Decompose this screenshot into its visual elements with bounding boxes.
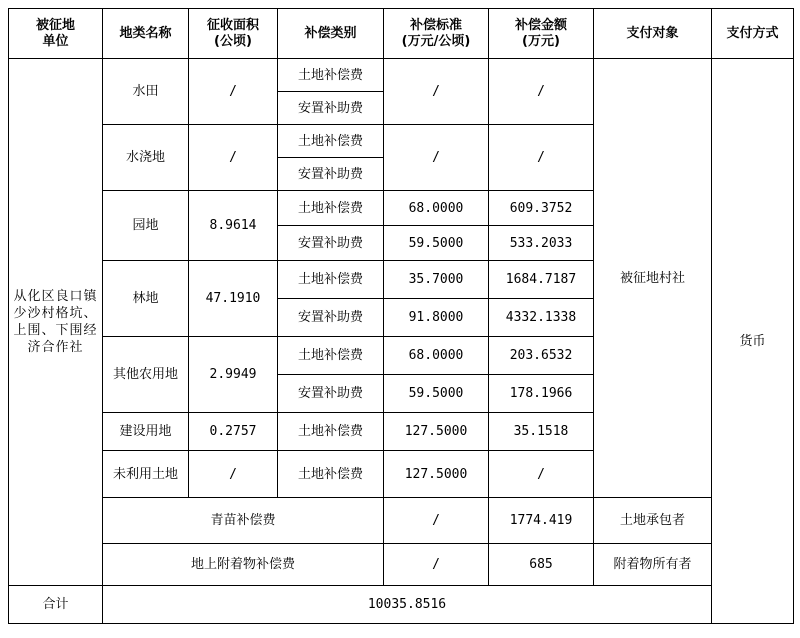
attachment-standard-cell: / — [384, 544, 489, 586]
area-cell: 0.2757 — [189, 413, 278, 451]
standard-cell: 68.0000 — [384, 337, 489, 375]
header-row — [9, 9, 794, 59]
crop-label-cell: 青苗补偿费 — [103, 498, 384, 544]
standard-cell: 127.5000 — [384, 413, 489, 451]
category-cell: 土地补偿费 — [278, 451, 384, 498]
crop-compensation-row — [9, 498, 794, 544]
standard-cell: 35.7000 — [384, 261, 489, 299]
attachment-amount-cell: 685 — [489, 544, 594, 586]
area-cell: / — [189, 125, 278, 191]
attachment-compensation-row — [9, 544, 794, 586]
land-type-cell: 园地 — [103, 191, 189, 261]
amount-cell: 1684.7187 — [489, 261, 594, 299]
unit-name-cell: 从化区良口镇少沙村格坑、上围、下围经济合作社 — [9, 59, 103, 586]
category-cell: 安置补助费 — [278, 299, 384, 337]
amount-cell: 533.2033 — [489, 226, 594, 261]
amount-cell: / — [489, 125, 594, 191]
attachment-payee-cell: 附着物所有者 — [594, 544, 712, 586]
total-label-cell: 合计 — [9, 586, 103, 624]
table-row — [9, 59, 794, 92]
standard-cell: 59.5000 — [384, 375, 489, 413]
area-cell: / — [189, 451, 278, 498]
area-cell: 8.9614 — [189, 191, 278, 261]
category-cell: 安置补助费 — [278, 226, 384, 261]
header-land-type: 地类名称 — [103, 9, 189, 59]
category-cell: 土地补偿费 — [278, 261, 384, 299]
area-cell: 2.9949 — [189, 337, 278, 413]
area-cell: / — [189, 59, 278, 125]
header-category: 补偿类别 — [278, 9, 384, 59]
header-standard: 补偿标准 (万元/公顷) — [384, 9, 489, 59]
category-cell: 土地补偿费 — [278, 337, 384, 375]
standard-cell: 127.5000 — [384, 451, 489, 498]
payment-method-cell: 货币 — [712, 59, 794, 624]
standard-cell: 59.5000 — [384, 226, 489, 261]
attachment-label-cell: 地上附着物补偿费 — [103, 544, 384, 586]
amount-cell: 203.6532 — [489, 337, 594, 375]
crop-payee-cell: 土地承包者 — [594, 498, 712, 544]
standard-cell: / — [384, 59, 489, 125]
amount-cell: / — [489, 59, 594, 125]
category-cell: 土地补偿费 — [278, 413, 384, 451]
standard-cell: 68.0000 — [384, 191, 489, 226]
standard-cell: 91.8000 — [384, 299, 489, 337]
category-cell: 土地补偿费 — [278, 125, 384, 158]
category-cell: 土地补偿费 — [278, 191, 384, 226]
amount-cell: / — [489, 451, 594, 498]
amount-cell: 4332.1338 — [489, 299, 594, 337]
amount-cell: 178.1966 — [489, 375, 594, 413]
total-value-cell: 10035.8516 — [103, 586, 712, 624]
category-cell: 安置补助费 — [278, 158, 384, 191]
land-type-cell: 水浇地 — [103, 125, 189, 191]
crop-standard-cell: / — [384, 498, 489, 544]
compensation-table — [8, 8, 794, 624]
land-type-cell: 其他农用地 — [103, 337, 189, 413]
header-method: 支付方式 — [712, 9, 794, 59]
standard-cell: / — [384, 125, 489, 191]
crop-amount-cell: 1774.419 — [489, 498, 594, 544]
header-amount: 补偿金额 (万元) — [489, 9, 594, 59]
amount-cell: 609.3752 — [489, 191, 594, 226]
category-cell: 土地补偿费 — [278, 59, 384, 92]
payee-village-cell: 被征地村社 — [594, 59, 712, 498]
category-cell: 安置补助费 — [278, 375, 384, 413]
land-type-cell: 水田 — [103, 59, 189, 125]
land-type-cell: 建设用地 — [103, 413, 189, 451]
land-type-cell: 林地 — [103, 261, 189, 337]
header-unit: 被征地 单位 — [9, 9, 103, 59]
header-area: 征收面积 (公顷) — [189, 9, 278, 59]
category-cell: 安置补助费 — [278, 92, 384, 125]
land-type-cell: 未利用土地 — [103, 451, 189, 498]
total-row — [9, 586, 794, 624]
amount-cell: 35.1518 — [489, 413, 594, 451]
area-cell: 47.1910 — [189, 261, 278, 337]
header-payee: 支付对象 — [594, 9, 712, 59]
